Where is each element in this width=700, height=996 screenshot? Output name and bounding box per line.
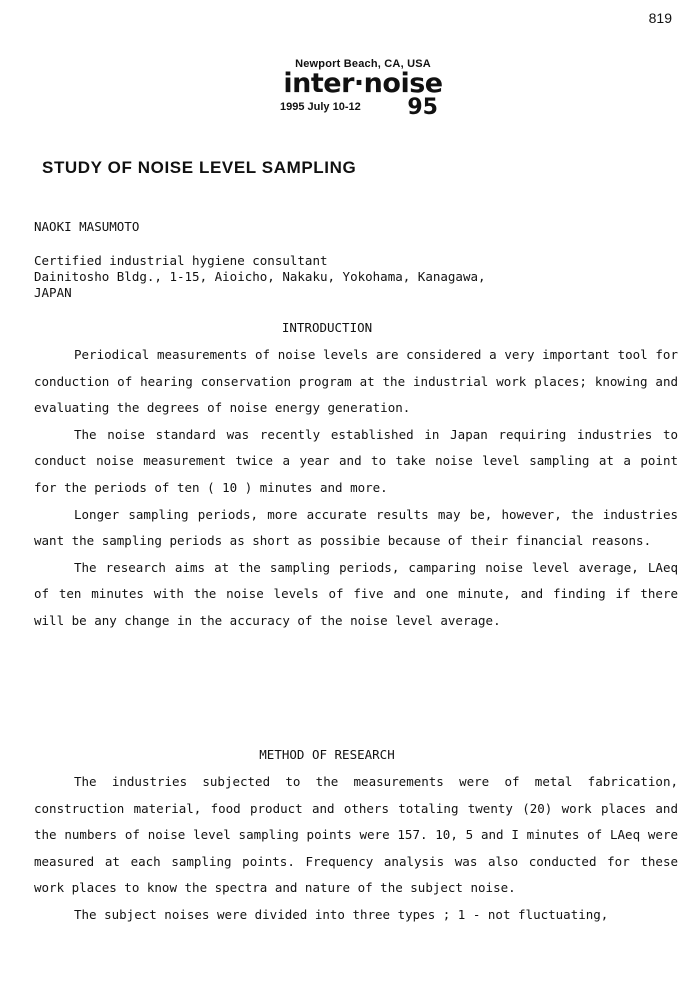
page-number: 819 xyxy=(648,10,672,26)
conference-logo: inter·noise xyxy=(283,68,443,99)
paragraph: The industries subjected to the measurements were of metal fabrication, construction material, food product and others totaling twenty (20) work places and the numbers of noise level sampling points were 157. 10, 5 and I minutes of LAeq were measured at each sampling points. Frequency analysis was also conducted for these work places to know the spectra and nature of the subject noise. xyxy=(34,774,678,896)
paragraph: The research aims at the sampling periods, camparing noise level average, LAeq of ten minutes with the noise levels of five and one minute, and finding if there will be any change in the accuracy of the noise level average. xyxy=(34,559,678,628)
author-name: NAOKI MASUMOTO xyxy=(34,219,140,234)
paragraph: Longer sampling periods, more accurate results may be, however, the industries want the sampling periods as short as possibie because of their financial reasons. xyxy=(34,506,678,549)
conference-dates-row xyxy=(278,97,448,119)
paragraph: Periodical measurements of noise levels are considered a very important tool for conduction of hearing conservation program at the industrial work places; knowing and evaluating the degrees of noise energy generation. xyxy=(34,347,678,416)
conference-dates: 1995 July 10-12 xyxy=(280,101,361,113)
method-heading: METHOD OF RESEARCH xyxy=(259,747,395,762)
introduction-body xyxy=(34,342,678,635)
paragraph: The subject noises were divided into three types ; 1 - not fluctuating, xyxy=(74,906,609,922)
conference-location: Newport Beach, CA, USA xyxy=(295,58,431,70)
paper-title: STUDY OF NOISE LEVEL SAMPLING xyxy=(42,158,357,177)
affiliation-line: JAPAN xyxy=(34,285,72,300)
paragraph: The noise standard was recently established in Japan requiring industries to conduct noise measurement twice a year and to take noise level sampling at a point for the periods of ten ( 10 ) minutes and more. xyxy=(34,426,678,495)
conference-year-mark: 95 xyxy=(407,95,438,120)
introduction-heading: INTRODUCTION xyxy=(281,320,373,335)
author-affiliation xyxy=(34,253,486,301)
affiliation-line: Certified industrial hygiene consultant xyxy=(34,253,328,268)
method-body xyxy=(34,769,678,929)
affiliation-line: Dainitosho Bldg., 1-15, Aioicho, Nakaku, Yokohama, Kanagawa, xyxy=(34,269,486,284)
conference-header xyxy=(278,58,448,119)
